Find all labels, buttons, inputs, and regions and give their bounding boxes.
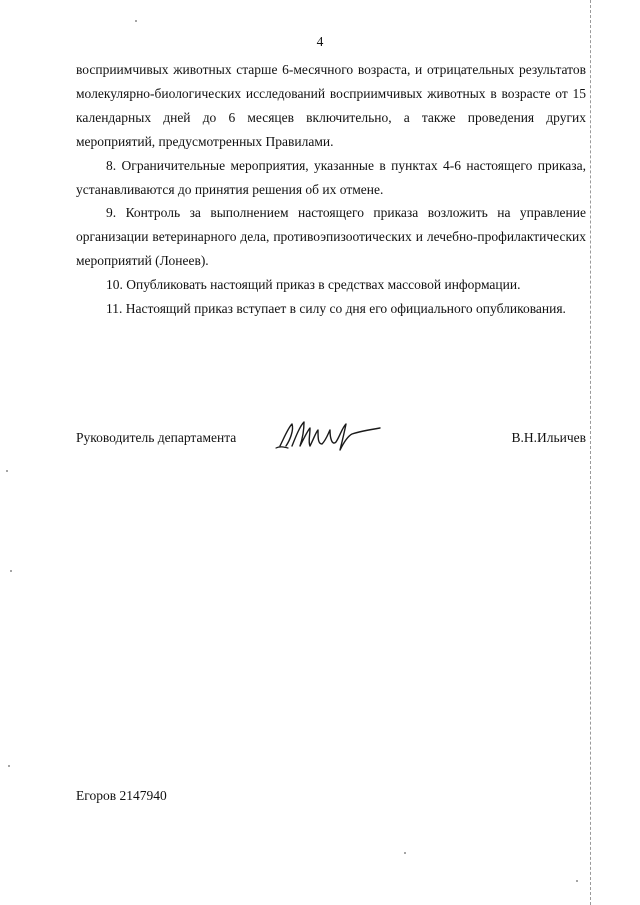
executor-info: Егоров 2147940: [76, 788, 167, 803]
page-number: 4: [316, 34, 324, 49]
paragraph-continuation: восприимчивых животных старше 6-месячного возраста, и отрицательных результатов молекулярно-биологических исследований восприимчивых животных в возрасте от 15 календарных дней до 6 месяцев включительно, а также проведения других мероприятий, предусмотренных Правилами.: [76, 62, 586, 149]
signatory-title: Руководитель департамента: [76, 430, 237, 445]
scan-speck: [576, 880, 578, 882]
scan-speck: [8, 765, 10, 767]
document-body: [76, 58, 586, 321]
handwritten-signature: [274, 416, 384, 456]
signature-block: [76, 428, 586, 458]
scan-edge-line: [590, 0, 593, 905]
scan-speck: [10, 570, 12, 572]
paragraph-item-10: 10. Опубликовать настоящий приказ в средствах массовой информации.: [106, 277, 521, 293]
scan-speck: [135, 20, 137, 22]
paragraph-item-11: 11. Настоящий приказ вступает в силу со дня его официального опубликования.: [106, 301, 566, 317]
paragraph-item-8: 8. Ограничительные мероприятия, указанные в пунктах 4-6 настоящего приказа, устанавливаются до принятия решения об их отмене.: [76, 157, 586, 197]
scan-speck: [6, 470, 8, 472]
signatory-name: В.Н.Ильичев: [511, 430, 586, 445]
paragraph-item-9: 9. Контроль за выполнением настоящего приказа возложить на управление организации ветеринарного дела, противоэпизоотических и лечебно-профилактических мероприятий (Лонеев).: [76, 205, 586, 269]
scan-speck: [404, 852, 406, 854]
